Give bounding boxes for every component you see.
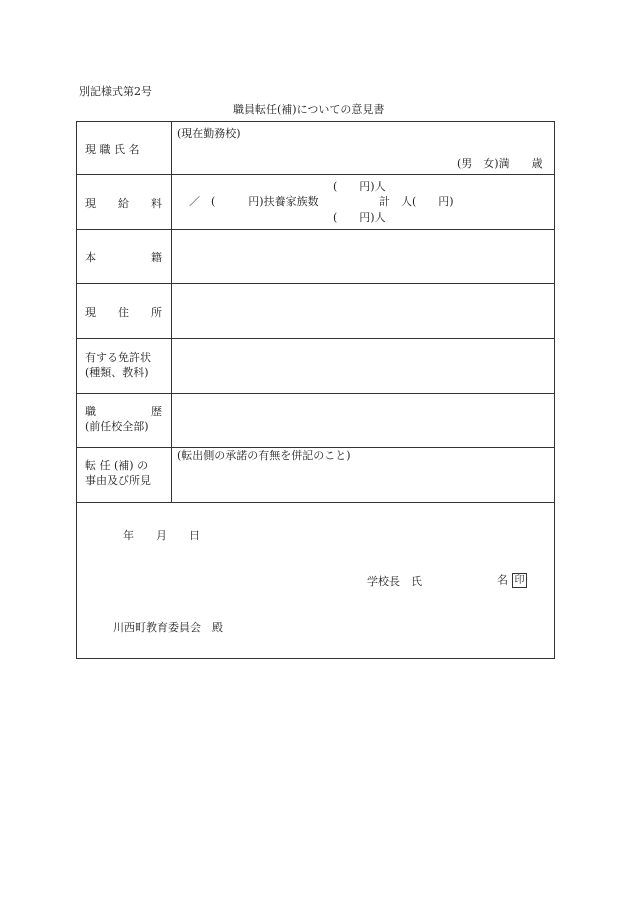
addressee: 川西町教育委員会 殿 xyxy=(113,621,223,634)
row-divider xyxy=(77,283,554,284)
reason-label xyxy=(85,458,165,488)
current-name-label: 現 職 氏 名 xyxy=(85,143,140,156)
name-suffix-label: 名 xyxy=(497,573,508,587)
row-divider xyxy=(77,338,554,339)
principal-name-label: 学校長 氏 xyxy=(367,575,422,588)
career-label-line1: 職 歴 xyxy=(85,405,162,418)
career-label xyxy=(85,404,165,434)
current-school-note: (現在勤務校) xyxy=(177,127,241,140)
license-label-line2: (種類、教科) xyxy=(85,366,149,379)
salary-label: 現 給 料 xyxy=(85,197,162,210)
date-field[interactable]: 年 月 日 xyxy=(123,529,200,542)
opinion-form-table xyxy=(76,121,555,659)
form-number: 別記様式第2号 xyxy=(79,85,152,98)
salary-dependent-top: ( 円)人 xyxy=(333,180,386,193)
row-divider xyxy=(77,174,554,175)
reason-label-line2: 事由及び所見 xyxy=(85,474,151,487)
license-label xyxy=(85,350,165,380)
row-divider xyxy=(77,229,554,230)
gender-age-field[interactable]: (男 女)満 歳 xyxy=(457,157,543,170)
reason-label-line1: 転 任 (補) の xyxy=(85,459,149,472)
row-divider xyxy=(77,447,554,448)
license-label-line1: 有する免許状 xyxy=(85,351,151,364)
salary-dependent-bottom: ( 円)人 xyxy=(333,211,386,224)
document-title: 職員転任(補)についての意見書 xyxy=(233,103,385,116)
reason-note: (転出側の承諾の有無を併記のこと) xyxy=(177,449,351,462)
career-label-line2: (前任校全部) xyxy=(85,420,149,433)
address-label: 現 住 所 xyxy=(85,306,162,319)
salary-amount-line: ／ ( 円)扶養家族数 xyxy=(189,195,319,208)
salary-total: 計 人( 円) xyxy=(379,195,454,208)
row-divider xyxy=(77,393,554,394)
name-suffix xyxy=(497,573,527,588)
column-divider xyxy=(171,122,172,502)
seal-stamp: 印 xyxy=(512,573,527,588)
row-divider xyxy=(77,502,554,503)
registered-domicile-label: 本 籍 xyxy=(85,251,162,264)
